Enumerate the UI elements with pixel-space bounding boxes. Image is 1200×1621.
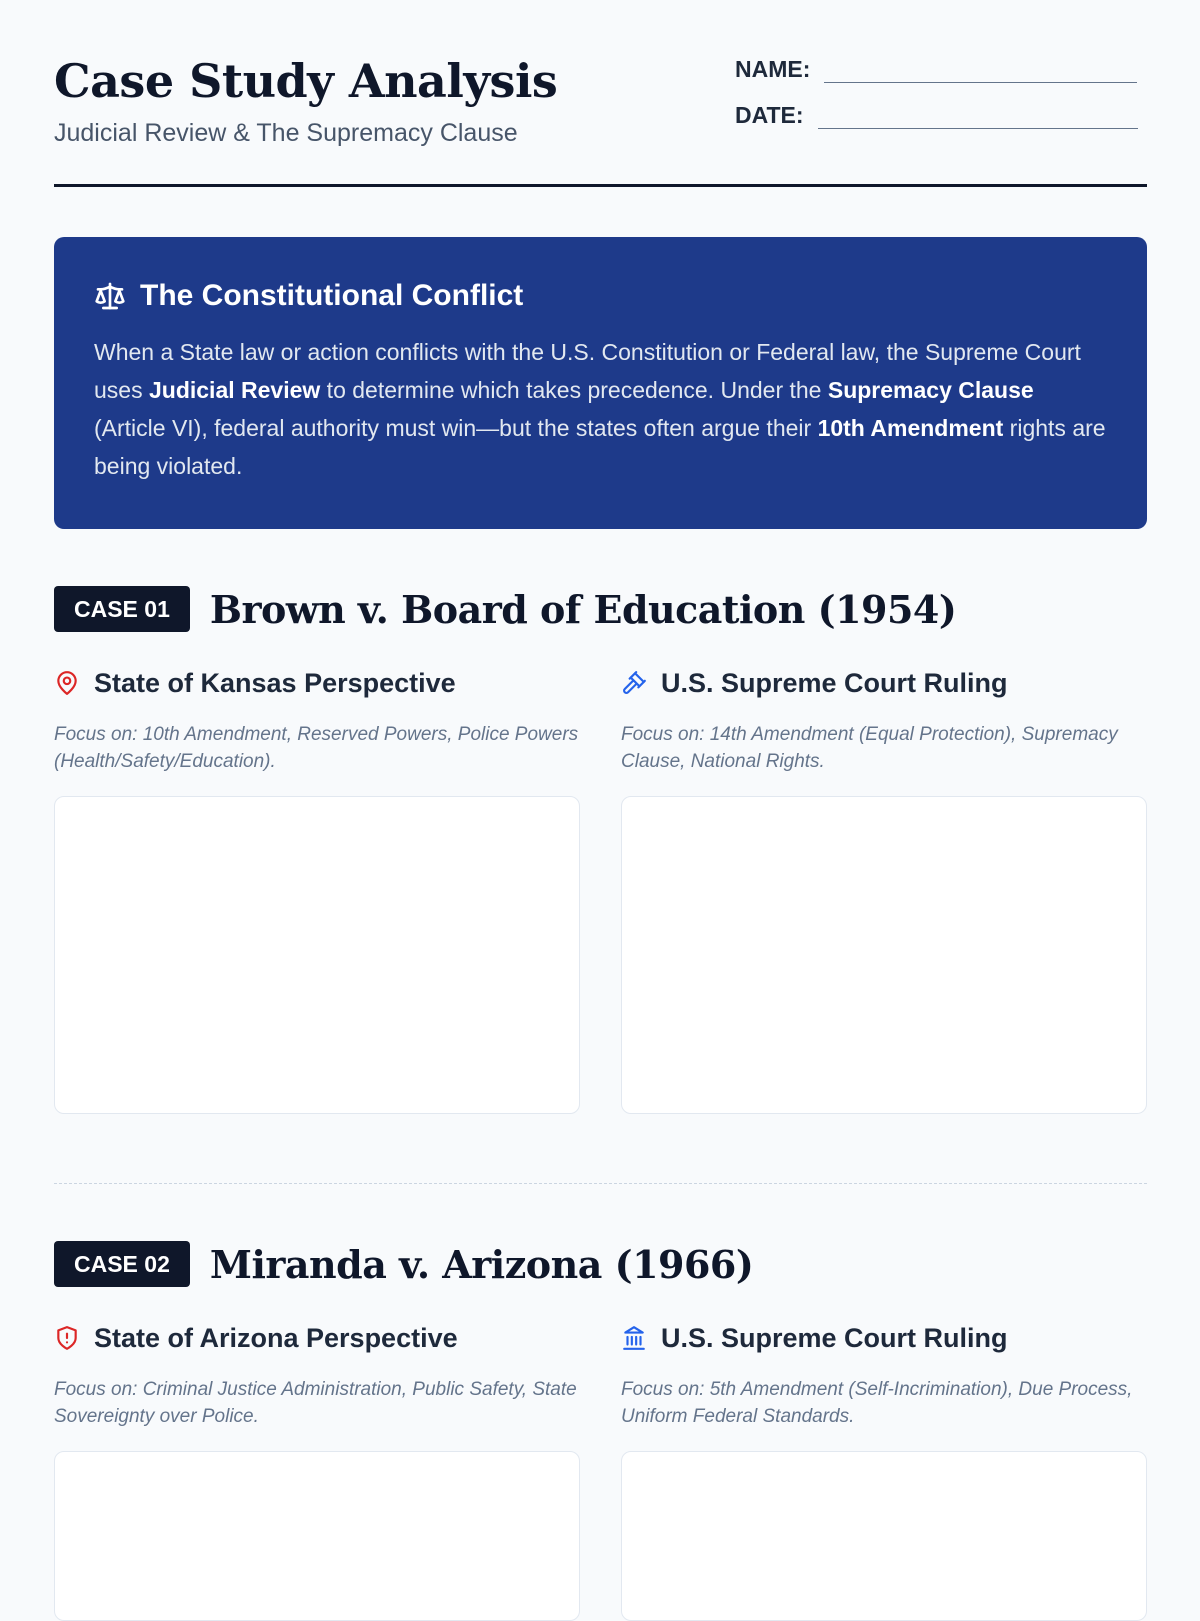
case-section-brown — [54, 585, 1147, 772]
case-badge: CASE 02 — [54, 1241, 190, 1287]
court-ruling-answer-box[interactable] — [621, 796, 1147, 1114]
worksheet-page — [54, 0, 1147, 1427]
state-perspective-answer-box[interactable] — [54, 796, 580, 1114]
case-badge: CASE 01 — [54, 586, 190, 632]
state-perspective-heading — [54, 1323, 580, 1353]
map-pin-icon — [54, 670, 80, 696]
name-field[interactable] — [735, 56, 1137, 83]
state-perspective-column — [54, 668, 580, 775]
state-perspective-column — [54, 1323, 580, 1430]
court-focus-note: Focus on: 5th Amendment (Self-Incrimination), Due Process, Uniform Federal Standards. — [621, 1379, 1133, 1427]
court-focus-note: Focus on: 14th Amendment (Equal Protection), Supremacy Clause, National Rights. — [621, 724, 1118, 772]
court-ruling-heading — [621, 668, 1147, 698]
case-title: Miranda v. Arizona (1966) — [209, 1241, 754, 1287]
case-title: Brown v. Board of Education (1954) — [209, 586, 957, 632]
state-focus-note: Focus on: Criminal Justice Administration, Public Safety, State Sovereignty over Police. — [54, 1379, 577, 1427]
constitutional-conflict-banner — [54, 237, 1147, 529]
case-heading — [54, 585, 1147, 633]
state-focus-note: Focus on: 10th Amendment, Reserved Powers, Police Powers (Health/Safety/Education). — [54, 724, 579, 772]
court-ruling-column — [621, 668, 1147, 775]
state-perspective-answer-box[interactable] — [54, 1451, 580, 1621]
date-field[interactable] — [735, 102, 1138, 129]
conflict-text-3: (Article VI), federal authority must win—but the states often argue their — [94, 415, 818, 441]
state-perspective-title: State of Arizona Perspective — [94, 1322, 458, 1353]
name-input-line[interactable] — [824, 60, 1137, 83]
court-ruling-heading — [621, 1323, 1147, 1353]
conflict-description — [94, 333, 1107, 485]
state-perspective-heading — [54, 668, 580, 698]
conflict-title: The Constitutional Conflict — [140, 279, 524, 312]
court-ruling-answer-box[interactable] — [621, 1451, 1147, 1621]
case-heading — [54, 1240, 1147, 1288]
page-title: Case Study Analysis — [54, 54, 558, 108]
judicial-review-term: Judicial Review — [148, 377, 321, 403]
gavel-icon — [621, 670, 647, 696]
landmark-icon — [621, 1325, 647, 1351]
date-label: DATE: — [735, 102, 804, 128]
conflict-text-1: When a State law or action conflicts with the U.S. Constitution or Federal law, the Supreme Court uses — [94, 339, 1081, 403]
page-subtitle: Judicial Review & The Supremacy Clause — [54, 119, 518, 147]
date-input-line[interactable] — [818, 106, 1138, 129]
court-ruling-title: U.S. Supreme Court Ruling — [661, 1322, 1008, 1353]
tenth-amendment-term: 10th Amendment — [817, 415, 1004, 441]
court-ruling-title: U.S. Supreme Court Ruling — [661, 667, 1008, 698]
conflict-heading — [94, 279, 1107, 313]
conflict-text-2: to determine which takes precedence. Under the — [320, 377, 828, 403]
section-divider — [54, 1183, 1147, 1184]
name-label: NAME: — [735, 56, 811, 82]
state-perspective-title: State of Kansas Perspective — [94, 667, 456, 698]
supremacy-clause-term: Supremacy Clause — [827, 377, 1034, 403]
case-section-miranda — [54, 1240, 1147, 1427]
scale-icon — [94, 280, 126, 312]
court-ruling-column — [621, 1323, 1147, 1430]
conflict-text-4: rights are being violated. — [94, 415, 1106, 479]
worksheet-header — [54, 0, 1147, 187]
shield-alert-icon — [54, 1325, 80, 1351]
